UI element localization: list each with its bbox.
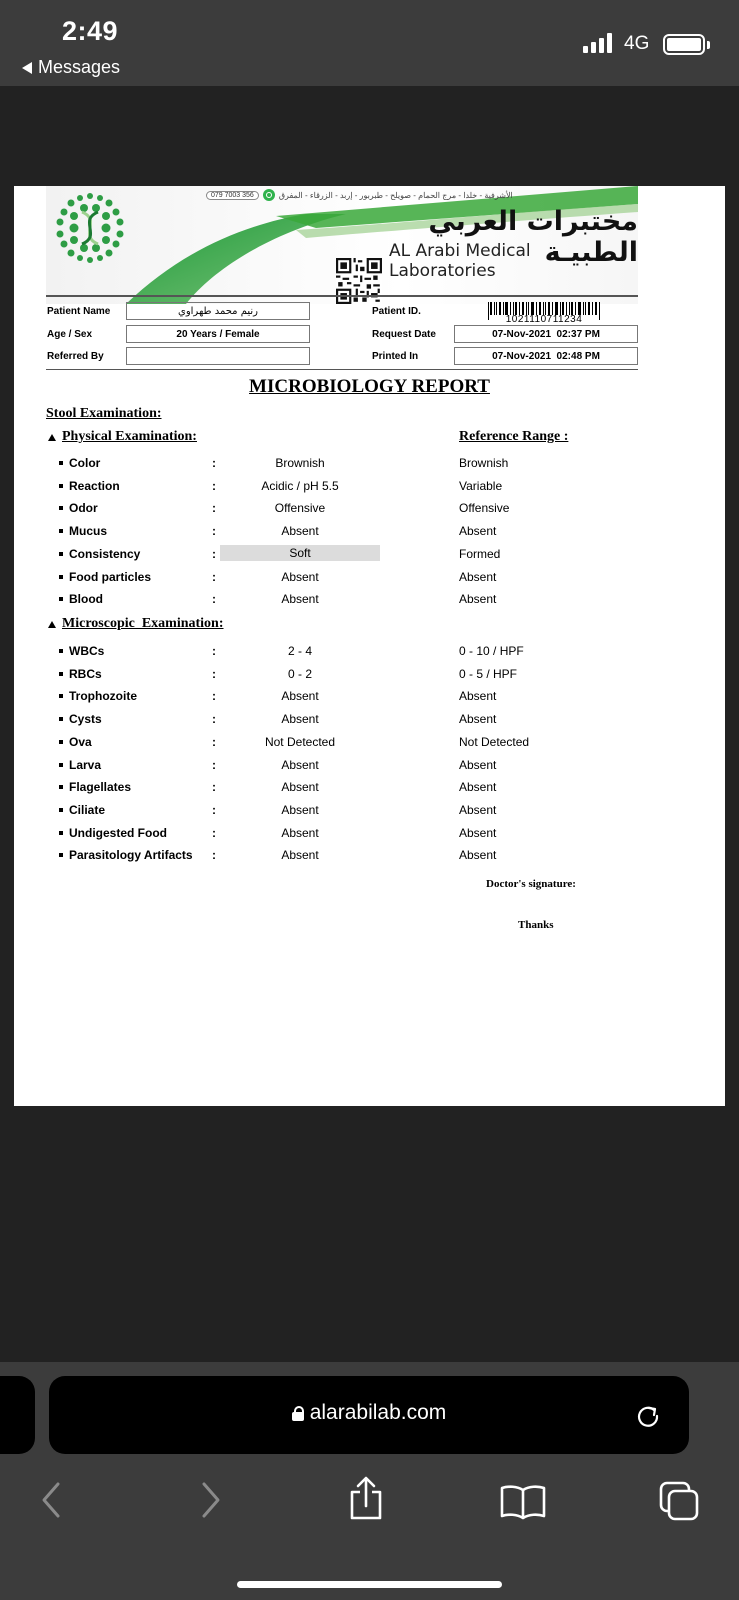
test-result: Absent	[281, 524, 319, 539]
bullet-icon	[59, 529, 63, 533]
test-result: Soft	[220, 545, 380, 561]
reference-range: Absent	[459, 825, 497, 840]
test-name: Ova	[69, 734, 92, 749]
result-row-reaction	[14, 477, 725, 497]
back-to-messages-label: Messages	[38, 57, 121, 77]
test-name: Ciliate	[69, 802, 106, 817]
address-bar-content	[49, 1401, 689, 1425]
lab-report-document	[14, 186, 725, 1106]
bullet-icon	[59, 740, 63, 744]
collapse-triangle-icon	[48, 434, 56, 441]
printed-in-value: 07-Nov-2021 02:48 PM	[454, 347, 638, 365]
reference-range: Absent	[459, 592, 497, 607]
bullet-icon	[59, 717, 63, 721]
reference-range: Absent	[459, 712, 497, 727]
result-row-cysts	[14, 710, 725, 730]
reference-range: Offensive	[459, 501, 510, 516]
test-result: Absent	[281, 825, 319, 840]
reload-icon[interactable]	[635, 1403, 661, 1429]
result-row-flagellates	[14, 778, 725, 798]
age-sex-value: 20 Years / Female	[126, 325, 310, 343]
result-row-parasitology-artifacts	[14, 846, 725, 866]
forward-chevron-icon[interactable]	[198, 1480, 224, 1520]
separator: :	[212, 546, 216, 561]
physical-examination-heading	[48, 429, 197, 445]
separator: :	[212, 478, 216, 493]
separator: :	[212, 644, 216, 658]
bullet-icon	[59, 597, 63, 601]
referred-by-label: Referred By	[47, 351, 104, 362]
reference-range: Absent	[459, 848, 497, 863]
reference-range: Not Detected	[459, 734, 530, 749]
test-name: WBCs	[69, 644, 105, 658]
bullet-icon	[59, 649, 63, 653]
result-row-wbcs	[14, 642, 725, 662]
separator: :	[212, 689, 216, 704]
result-row-food-particles	[14, 568, 725, 588]
microscopic-examination-heading	[48, 616, 224, 632]
reference-range: Absent	[459, 757, 497, 772]
test-result: Absent	[281, 712, 319, 727]
test-result: Absent	[281, 757, 319, 772]
reference-range: Brownish	[459, 456, 509, 470]
reference-range-heading: Reference Range :	[459, 429, 569, 444]
request-date-label: Request Date	[372, 329, 436, 340]
test-name: Cysts	[69, 712, 102, 727]
result-row-color	[14, 454, 725, 474]
separator: :	[212, 592, 216, 607]
signal-strength-icon	[583, 33, 612, 53]
separator: :	[212, 734, 216, 749]
separator: :	[212, 825, 216, 840]
separator: :	[212, 802, 216, 817]
collapse-triangle-icon	[48, 621, 56, 628]
back-arrow-icon	[22, 62, 32, 74]
test-result: 0 - 2	[287, 666, 312, 681]
result-row-undigested-food	[14, 824, 725, 844]
stool-examination-title: Stool Examination:	[46, 406, 162, 421]
address-bar[interactable]	[49, 1376, 689, 1454]
bullet-icon	[59, 575, 63, 579]
test-result: Absent	[281, 592, 319, 607]
test-result: Acidic / pH 5.5	[261, 478, 339, 493]
test-result: Absent	[281, 569, 319, 584]
url-text: alarabilab.com	[309, 1401, 447, 1424]
patient-name-value: رنيم محمد طهراوي	[126, 302, 310, 320]
reference-range: Absent	[459, 524, 497, 539]
test-name: Reaction	[69, 478, 120, 493]
physical-examination-title: Physical Examination:	[62, 429, 197, 444]
lab-name-arabic: مختبرات العربي الطبيـة	[428, 206, 638, 268]
test-name: Blood	[69, 592, 103, 607]
test-name: Flagellates	[69, 780, 132, 795]
separator: :	[212, 712, 216, 727]
share-icon[interactable]	[348, 1476, 384, 1522]
test-result: Brownish	[275, 456, 325, 470]
test-name: Color	[69, 456, 101, 470]
reference-range: Absent	[459, 780, 497, 795]
bullet-icon	[59, 694, 63, 698]
result-row-trophozoite	[14, 687, 725, 707]
whatsapp-icon	[263, 189, 275, 201]
lab-logo-icon	[52, 190, 128, 266]
phone-number: 079 7003 356	[206, 191, 259, 200]
doctor-signature-label: Doctor's signature:	[486, 878, 576, 890]
test-name: RBCs	[69, 666, 102, 681]
reference-range: Absent	[459, 569, 497, 584]
separator: :	[212, 456, 216, 470]
info-divider	[46, 369, 638, 370]
age-sex-label: Age / Sex	[47, 329, 93, 340]
referred-by-value	[126, 347, 310, 365]
reference-range: Formed	[459, 546, 501, 561]
header-divider	[46, 295, 638, 297]
result-row-larva	[14, 756, 725, 776]
bookmarks-icon[interactable]	[500, 1484, 546, 1520]
patient-id-label: Patient ID.	[372, 306, 421, 317]
browser-toolbar	[0, 1362, 739, 1600]
test-name: Undigested Food	[69, 825, 167, 840]
test-name: Odor	[69, 501, 98, 516]
back-chevron-icon[interactable]	[38, 1480, 64, 1520]
thanks-text: Thanks	[518, 919, 554, 931]
test-name: Parasitology Artifacts	[69, 848, 193, 863]
qr-code-icon	[336, 258, 382, 304]
status-bar	[0, 0, 739, 86]
test-result: 2 - 4	[287, 644, 312, 658]
separator: :	[212, 569, 216, 584]
test-name: Consistency	[69, 546, 141, 561]
branches-list: الأشرفية - خلدا - مرج الحمام - صويلح - طبربور - إربد - الزرقاء - المفرق	[278, 190, 513, 200]
bullet-icon	[59, 853, 63, 857]
test-result: Absent	[281, 802, 319, 817]
test-name: Larva	[69, 757, 102, 772]
previous-tab-preview[interactable]	[0, 1376, 35, 1454]
bullet-icon	[59, 484, 63, 488]
contact-bar	[206, 188, 584, 202]
network-type-label: 4G	[624, 33, 650, 54]
test-result: Offensive	[274, 501, 326, 516]
reference-range: Variable	[459, 478, 503, 493]
patient-name-label: Patient Name	[47, 306, 111, 317]
lab-name-english: AL Arabi Medical Laboratories	[389, 241, 531, 281]
result-row-rbcs	[14, 665, 725, 685]
back-to-messages-button[interactable]	[22, 57, 120, 78]
test-result: Absent	[281, 780, 319, 795]
bullet-icon	[59, 785, 63, 789]
patient-id-value: 1021110711234	[490, 315, 598, 325]
reference-range: Absent	[459, 689, 497, 704]
result-row-ova	[14, 733, 725, 753]
result-row-odor	[14, 499, 725, 519]
result-row-blood	[14, 590, 725, 610]
bullet-icon	[59, 831, 63, 835]
home-indicator[interactable]	[237, 1581, 502, 1588]
battery-tip-icon	[707, 41, 710, 49]
printed-in-label: Printed In	[372, 351, 419, 362]
separator: :	[212, 757, 216, 772]
test-result: Absent	[281, 848, 319, 863]
lock-icon	[292, 1406, 304, 1421]
test-name: Trophozoite	[69, 689, 137, 704]
separator: :	[212, 848, 216, 863]
test-name: Food particles	[69, 569, 152, 584]
separator: :	[212, 780, 216, 795]
bullet-icon	[59, 461, 63, 465]
clock-time: 2:49	[62, 16, 119, 46]
bullet-icon	[59, 763, 63, 767]
test-result: Absent	[281, 689, 319, 704]
result-row-mucus	[14, 522, 725, 542]
separator: :	[212, 524, 216, 539]
reference-range: 0 - 5 / HPF	[459, 666, 518, 681]
reference-range: 0 - 10 / HPF	[459, 644, 524, 658]
bullet-icon	[59, 506, 63, 510]
bullet-icon	[59, 672, 63, 676]
tabs-icon[interactable]	[658, 1480, 700, 1522]
microscopic-examination-title: Microscopic Examination:	[62, 616, 224, 631]
report-header	[46, 186, 638, 304]
report-title: MICROBIOLOGY REPORT	[249, 376, 490, 397]
reference-range: Absent	[459, 802, 497, 817]
battery-icon	[663, 34, 705, 55]
separator: :	[212, 501, 216, 516]
result-row-ciliate	[14, 801, 725, 821]
bullet-icon	[59, 552, 63, 556]
request-date-value: 07-Nov-2021 02:37 PM	[454, 325, 638, 343]
separator: :	[212, 666, 216, 681]
test-result: Not Detected	[264, 734, 336, 749]
result-row-consistency	[14, 545, 725, 565]
bullet-icon	[59, 808, 63, 812]
test-name: Mucus	[69, 524, 108, 539]
